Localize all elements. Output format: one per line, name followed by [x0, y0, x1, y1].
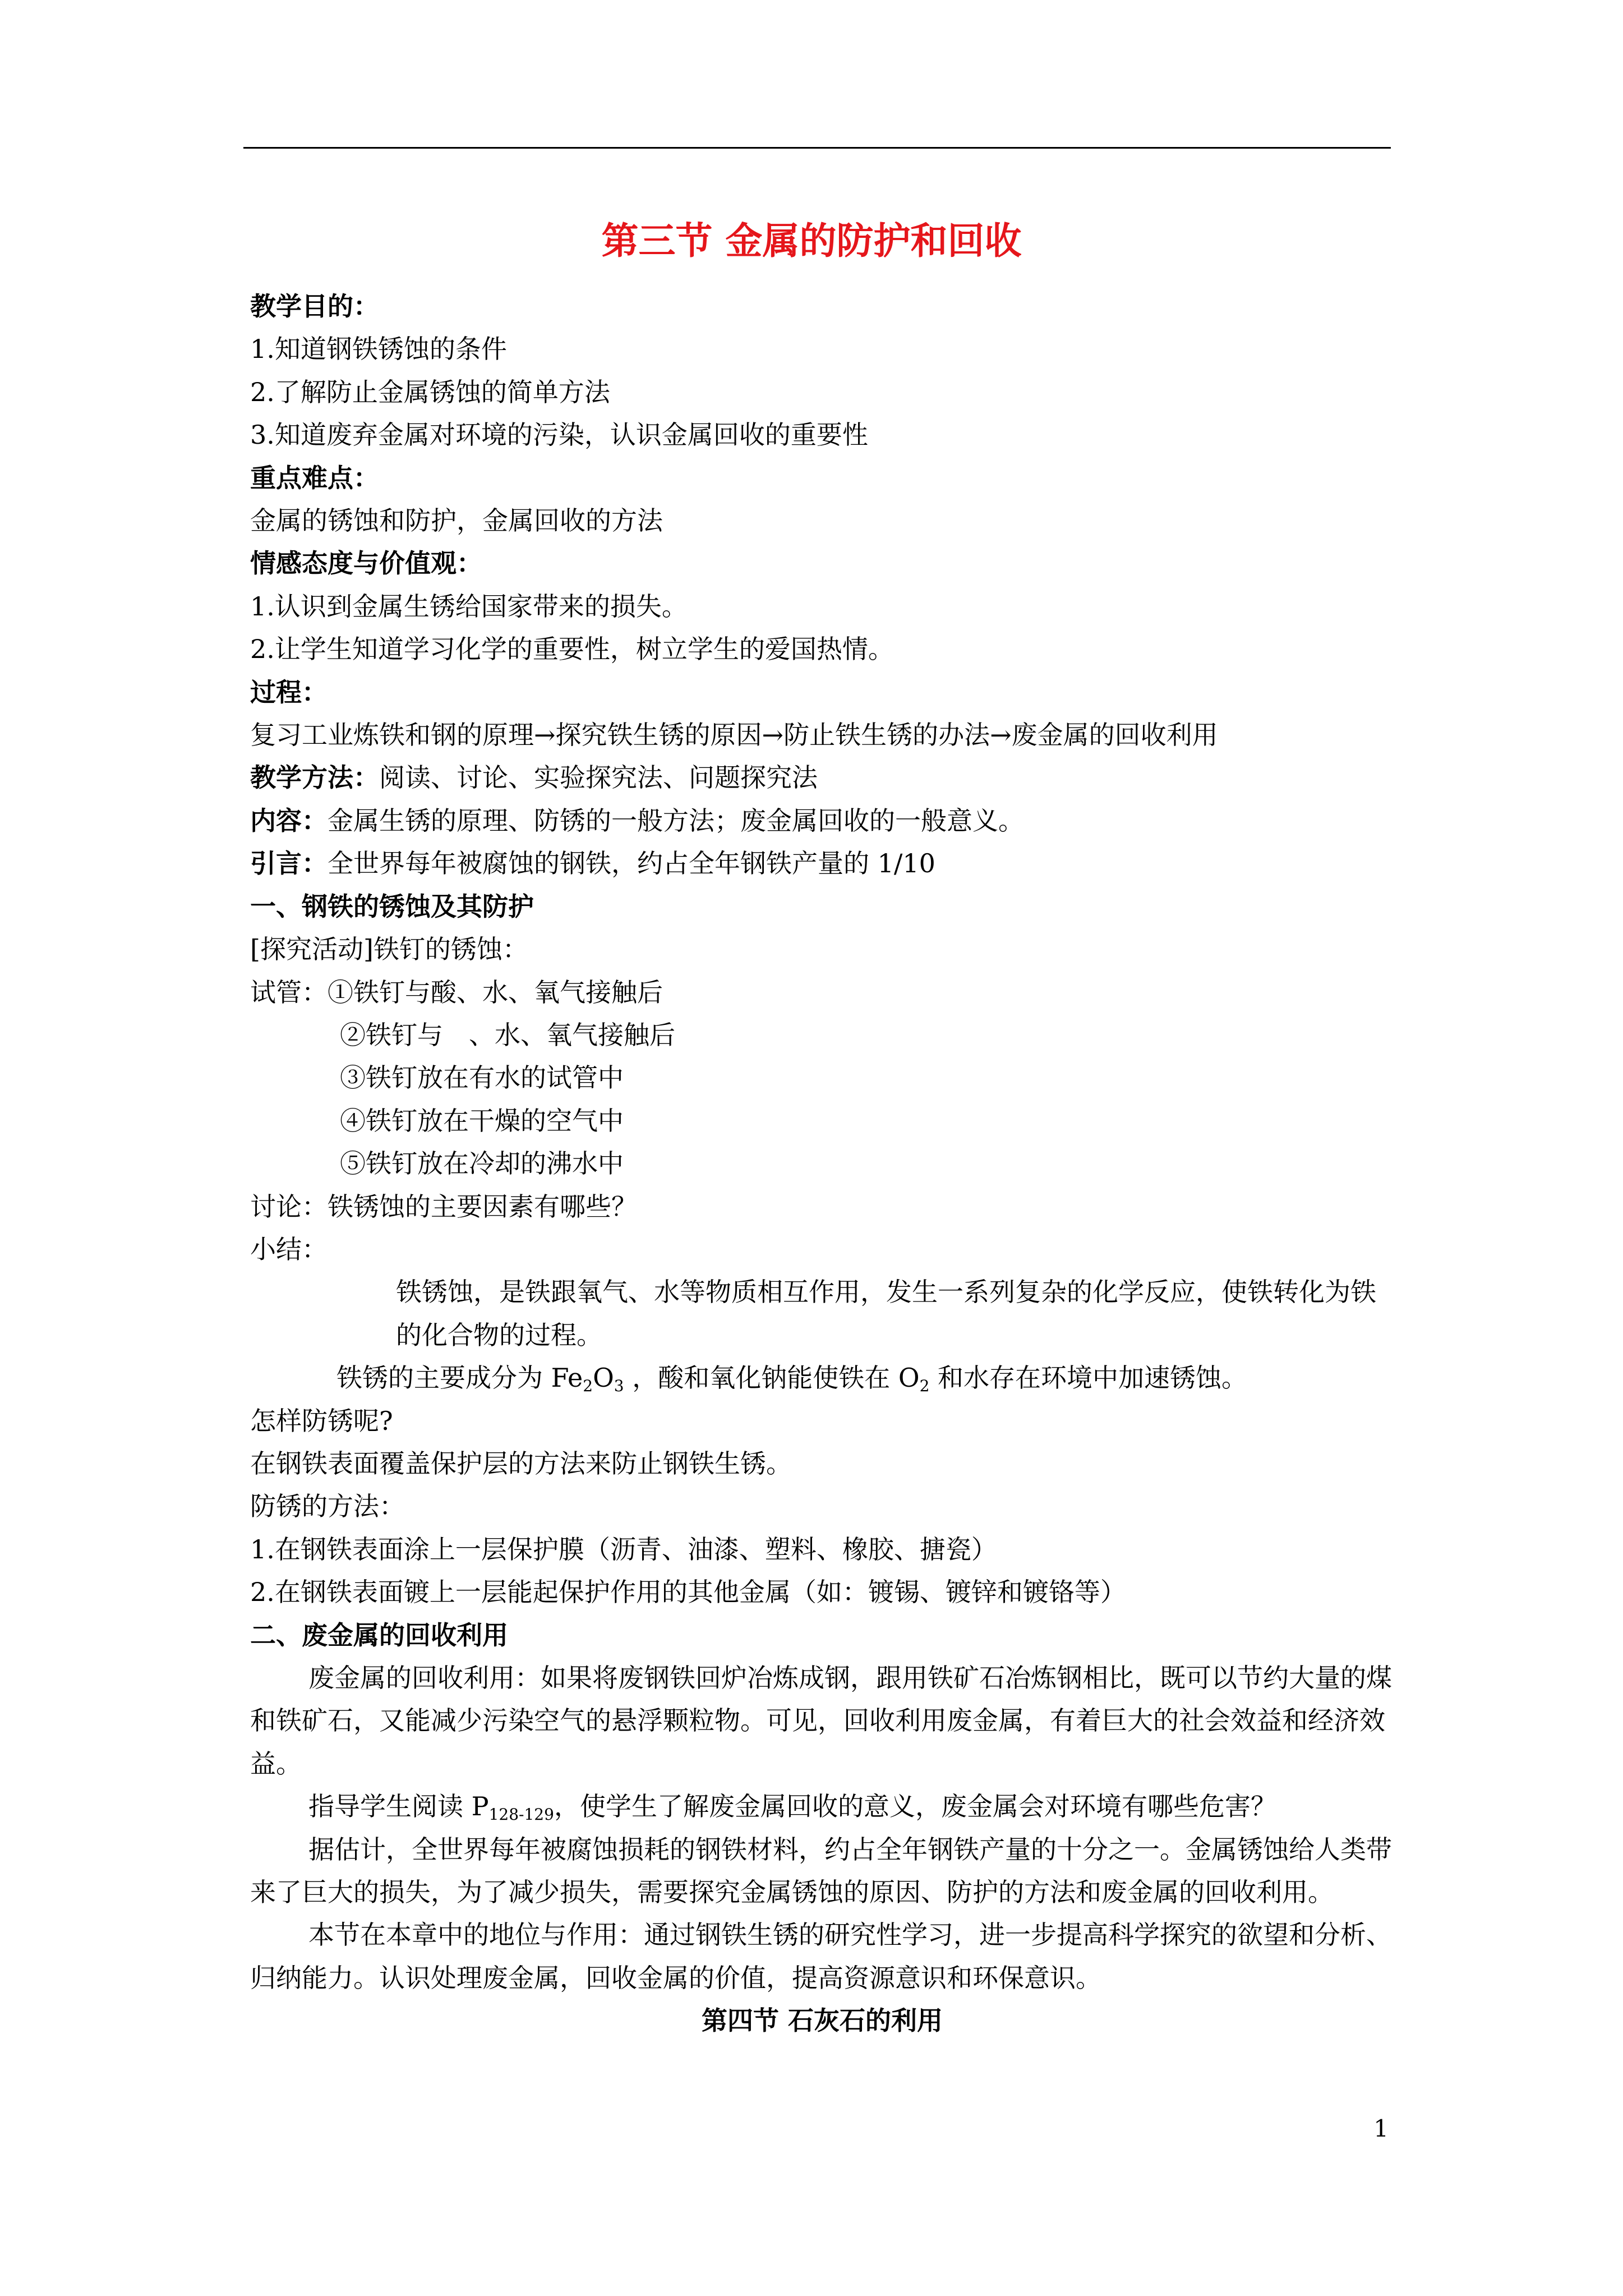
page-title: 第三节 金属的防护和回收	[601, 219, 1022, 263]
process-text: 复习工业炼铁和钢的原理→探究铁生锈的原因→防止铁生锈的办法→废金属的回收利用	[250, 720, 1218, 751]
rust-text: O	[593, 1363, 614, 1393]
attitude-heading: 情感态度与价值观：	[250, 548, 482, 579]
methods-label: 教学方法：	[250, 762, 379, 793]
objective-item: 2.了解防止金属锈蚀的简单方法	[250, 376, 610, 407]
summary-label: 小结：	[250, 1234, 328, 1264]
attitude-item: 1.认识到金属生锈给国家带来的损失。	[250, 591, 688, 622]
methods-text: 阅读、讨论、实验探究法、问题探究法	[379, 762, 818, 793]
process-heading: 过程：	[250, 677, 328, 707]
rust-method-item: 1.在钢铁表面涂上一层保护膜（沥青、油漆、塑料、橡胶、搪瓷）	[250, 1534, 997, 1565]
page-number: 1	[1373, 2115, 1389, 2142]
paragraph-text: 指导学生阅读 P	[308, 1791, 489, 1822]
activity-line: [探究活动]铁钉的锈蚀：	[250, 934, 528, 965]
rust-methods-label: 防锈的方法：	[250, 1491, 405, 1522]
tube-item: ③铁钉放在有水的试管中	[340, 1062, 624, 1093]
content-text: 金属生锈的原理、防锈的一般方法；废金属回收的一般意义。	[328, 805, 1024, 836]
answer-line: 在钢铁表面覆盖保护层的方法来防止钢铁生锈。	[250, 1448, 792, 1479]
question-line: 怎样防锈呢?	[250, 1405, 393, 1436]
section1-heading: 一、钢铁的锈蚀及其防护	[250, 891, 534, 922]
tube-item: ⑤铁钉放在冷却的沸水中	[340, 1148, 624, 1179]
content-line	[250, 799, 1394, 842]
paragraph: 据估计，全世界每年被腐蚀损耗的钢铁材料，约占全年钢铁产量的十分之一。金属锈蚀给人类带来了巨大的损失，为了减少损失，需要探究金属锈蚀的原因、防护的方法和废金属的回收利用。	[250, 1834, 1392, 1908]
summary-text: 铁锈蚀，是铁跟氧气、水等物质相互作用，发生一系列复杂的化学反应，使铁转化为铁的化合物的过程。	[396, 1277, 1376, 1350]
tube-line	[250, 971, 1394, 1014]
objectives-heading: 教学目的：	[250, 291, 379, 321]
key-points-heading: 重点难点：	[250, 462, 379, 493]
rust-text: ，酸和氧化钠能使铁在 O	[624, 1363, 920, 1393]
next-section-title: 第四节 石灰石的利用	[701, 2005, 943, 2036]
objective-item: 3.知道废弃金属对环境的污染，认识金属回收的重要性	[250, 420, 868, 450]
rust-line	[250, 1356, 1394, 1399]
paragraph: 本节在本章中的地位与作用：通过钢铁生锈的研究性学习，进一步提高科学探究的欲望和分析、归纳能力。认识处理废金属，回收金属的价值，提高资源意识和环保意识。	[250, 1920, 1392, 1993]
tubes-label: 试管：	[250, 977, 328, 1007]
intro-line	[250, 842, 1394, 885]
tube-item: ②铁钉与 、水、氧气接触后	[340, 1019, 675, 1050]
paragraph-text: ，使学生了解废金属回收的意义，废金属会对环境有哪些危害？	[554, 1791, 1276, 1822]
rust-text: 和水存在环境中加速锈蚀。	[929, 1363, 1248, 1393]
content-label: 内容：	[250, 805, 328, 836]
objective-item: 1.知道钢铁锈蚀的条件	[250, 334, 507, 365]
subscript: 2	[583, 1377, 593, 1396]
section2-heading: 二、废金属的回收利用	[250, 1619, 508, 1650]
intro-text: 全世界每年被腐蚀的钢铁，约占全年钢铁产量的 1/10	[328, 848, 935, 879]
rust-method-item: 2.在钢铁表面镀上一层能起保护作用的其他金属（如：镀锡、镀锌和镀铬等）	[250, 1577, 1126, 1608]
tube-item: ①铁钉与酸、水、氧气接触后	[328, 977, 663, 1007]
intro-label: 引言：	[250, 848, 328, 879]
discussion-line: 讨论：铁锈蚀的主要因素有哪些？	[250, 1191, 637, 1222]
paragraph	[250, 1785, 1394, 1828]
methods-line	[250, 756, 1394, 799]
tube-item: ④铁钉放在干燥的空气中	[340, 1105, 624, 1136]
paragraph: 废金属的回收利用：如果将废钢铁回炉冶炼成钢，跟用铁矿石冶炼钢相比，既可以节约大量的煤和铁矿石，又能减少污染空气的悬浮颗粒物。可见，回收利用废金属，有着巨大的社会效益和经济效益。	[250, 1663, 1392, 1779]
document-body	[250, 285, 1394, 2042]
attitude-item: 2.让学生知道学习化学的重要性，树立学生的爱国热情。	[250, 634, 894, 665]
subscript: 3	[614, 1377, 624, 1396]
header-rule	[243, 147, 1391, 149]
subscript: 2	[919, 1377, 930, 1396]
key-points-text: 金属的锈蚀和防护，金属回收的方法	[250, 505, 663, 536]
subscript: 128-129	[488, 1805, 554, 1824]
rust-text: 铁锈的主要成分为 Fe	[336, 1363, 583, 1393]
